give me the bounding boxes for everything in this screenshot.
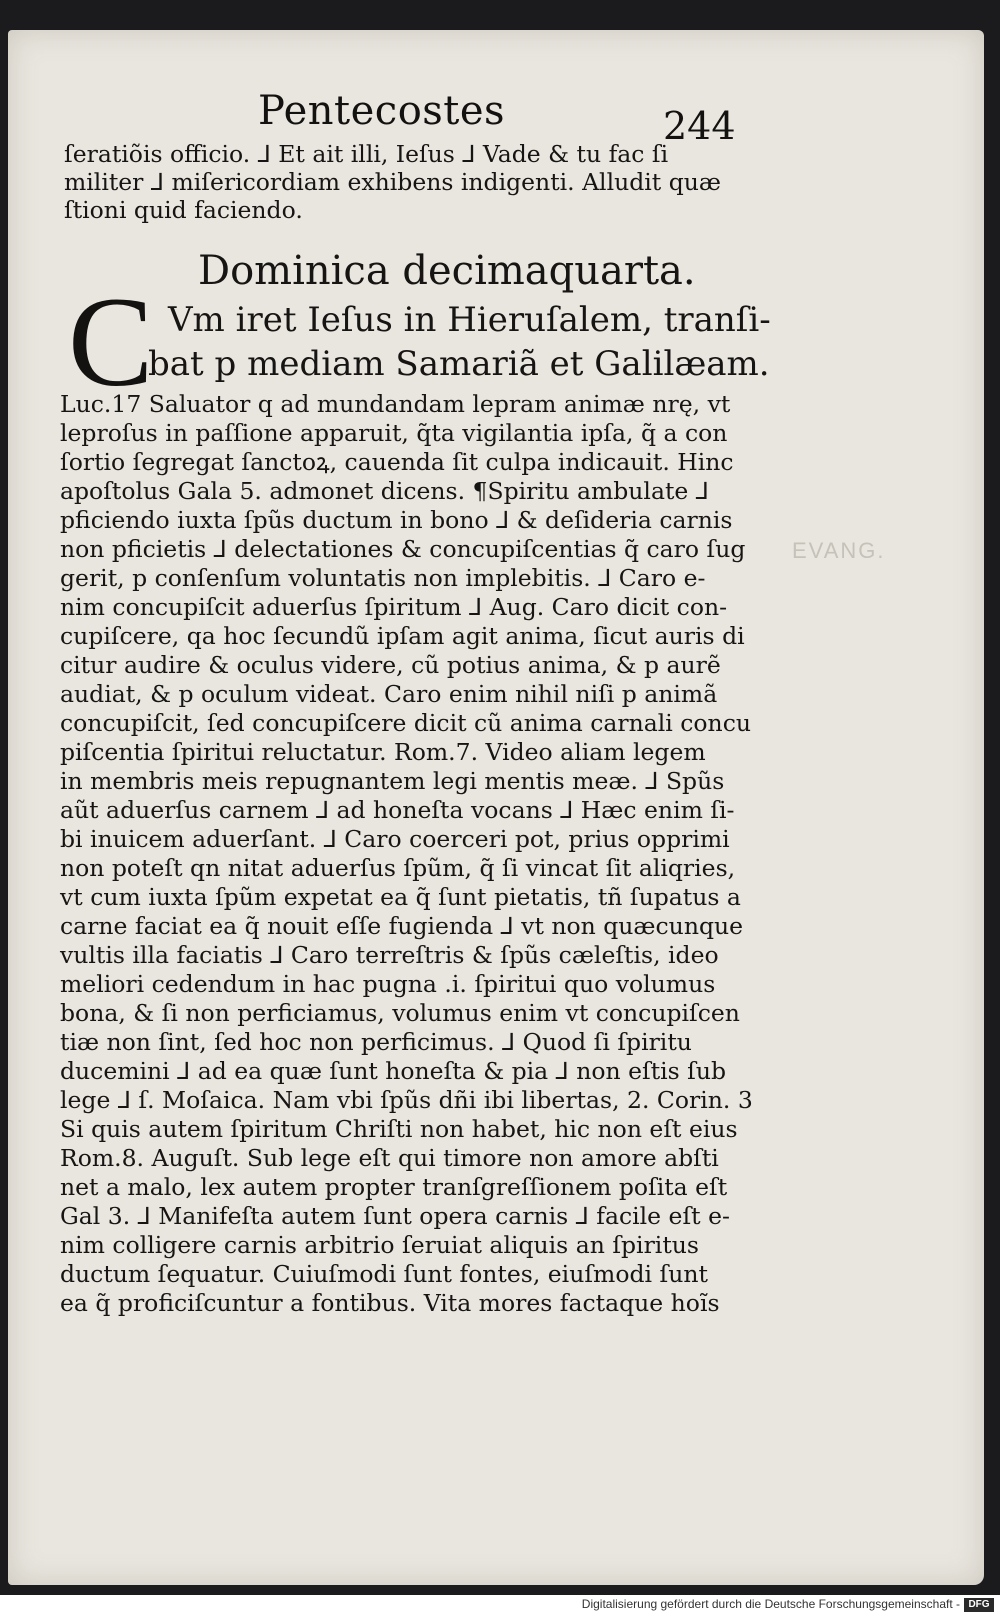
- body-line: net a malo, lex autem propter tranſgreſſionem poſita eſt: [60, 1173, 728, 1201]
- body-line: non poteſt qn nitat aduerſus ſpũm, q̃ ſi vincat ſit aliqries,: [60, 854, 736, 882]
- section-heading: Dominica decimaquarta.: [198, 248, 696, 294]
- body-line: ducemini ⅃ ad ea quæ ſunt honeſta & pia ⅃ non eſtis ſub: [60, 1057, 727, 1085]
- body-line: non pficietis ⅃ delectationes & concupiſcentias q̃ caro ſug: [60, 535, 746, 563]
- body-line: gerit, p conſenſum voluntatis non implebitis. ⅃ Caro e-: [60, 564, 706, 592]
- body-line: cupiſcere, qa hoc ſecundũ ipſam agit anima, ſicut auris di: [60, 622, 745, 650]
- body-line: Luc.17 Saluator q ad mundandam lepram animæ nrę, vt: [60, 390, 731, 418]
- body-line: apoſtolus Gala 5. admonet dicens. ¶Spiritu ambulate ⅃: [60, 477, 709, 505]
- body-line: leproſus in paſſione apparuit, q̃ta vigilantia ipſa, q̃ a con: [60, 419, 728, 447]
- dfg-logo: DFG: [964, 1598, 994, 1612]
- footer-credit: Digitalisierung gefördert durch die Deutsche Forschungsgemeinschaft -: [581, 1597, 960, 1611]
- body-line: bona, & ſi non perficiamus, volumus enim vt concupiſcen: [60, 999, 740, 1027]
- body-line: nim concupiſcit aduerſus ſpiritum ⅃ Aug. Caro dicit con-: [60, 593, 728, 621]
- body-line: concupiſcit, ſed concupiſcere dicit cũ anima carnali concu: [60, 709, 751, 737]
- intro-line: Vm iret Ieſus in Hieruſalem, tranſi-: [168, 300, 771, 340]
- body-line: audiat, & p oculum videat. Caro enim nihil niſi p animã: [60, 680, 718, 708]
- body-line: aũt aduerſus carnem ⅃ ad honeſta vocans ⅃ Hæc enim ſi-: [60, 796, 735, 824]
- book-page: [8, 30, 984, 1585]
- body-line: nim colligere carnis arbitrio ſeruiat aliquis an ſpiritus: [60, 1231, 699, 1259]
- top-line: militer ⅃ miſericordiam exhibens indigenti. Alludit quæ: [64, 168, 721, 196]
- body-line: in membris meis repugnantem legi mentis meæ. ⅃ Spũs: [60, 767, 725, 795]
- body-line: meliori cedendum in hac pugna .i. ſpiritui quo volumus: [60, 970, 716, 998]
- top-line: ſeratiõis officio. ⅃ Et ait illi, Ieſus ⅃ Vade & tu fac ſi: [64, 140, 669, 168]
- body-line: tiæ non ſint, ſed hoc non perficimus. ⅃ Quod ſi ſpiritu: [60, 1028, 692, 1056]
- body-line: Gal 3. ⅃ Manifeſta autem ſunt opera carnis ⅃ facile eſt e-: [60, 1202, 730, 1230]
- body-line: Rom.8. Auguſt. Sub lege eſt qui timore non amore abſti: [60, 1144, 719, 1172]
- body-line: piſcentia ſpiritui reluctatur. Rom.7. Video aliam legem: [60, 738, 706, 766]
- body-line: ſortio ſegregat ſanctoꝝ, cauenda ſit culpa indicauit. Hinc: [60, 448, 734, 476]
- body-line: lege ⅃ ſ. Moſaica. Nam vbi ſpũs dñi ibi libertas, 2. Corin. 3: [60, 1086, 753, 1114]
- intro-line: bat p mediam Samariã et Galilæam.: [148, 344, 770, 384]
- margin-note: EVANG.: [792, 538, 886, 563]
- body-line: vultis illa faciatis ⅃ Caro terreſtris & ſpũs cæleſtis, ideo: [60, 941, 719, 969]
- body-line: vt cum iuxta ſpũm expetat ea q̃ ſunt pietatis, tñ ſupatus a: [60, 883, 741, 911]
- folio-number: 244: [663, 104, 736, 148]
- body-line: citur audire & oculus videre, cũ potius anima, & p aurẽ: [60, 651, 721, 679]
- body-line: ductum ſequatur. Cuiuſmodi ſunt fontes, eiuſmodi ſunt: [60, 1260, 708, 1288]
- body-line: Si quis autem ſpiritum Chriſti non habet, hic non eſt eius: [60, 1115, 738, 1143]
- body-line: ea q̃ proficiſcuntur a fontibus. Vita mores factaque hoĩs: [60, 1289, 720, 1317]
- top-line: ſtioni quid faciendo.: [64, 196, 303, 224]
- body-line: pficiendo iuxta ſpũs ductum in bono ⅃ & deſideria carnis: [60, 506, 733, 534]
- running-head: Pentecostes: [258, 88, 506, 134]
- body-line: bi inuicem aduerſant. ⅃ Caro coerceri pot, prius opprimi: [60, 825, 730, 853]
- drop-cap: C: [68, 271, 154, 413]
- body-line: carne faciat ea q̃ nouit eſſe fugienda ⅃ vt non quæcunque: [60, 912, 744, 940]
